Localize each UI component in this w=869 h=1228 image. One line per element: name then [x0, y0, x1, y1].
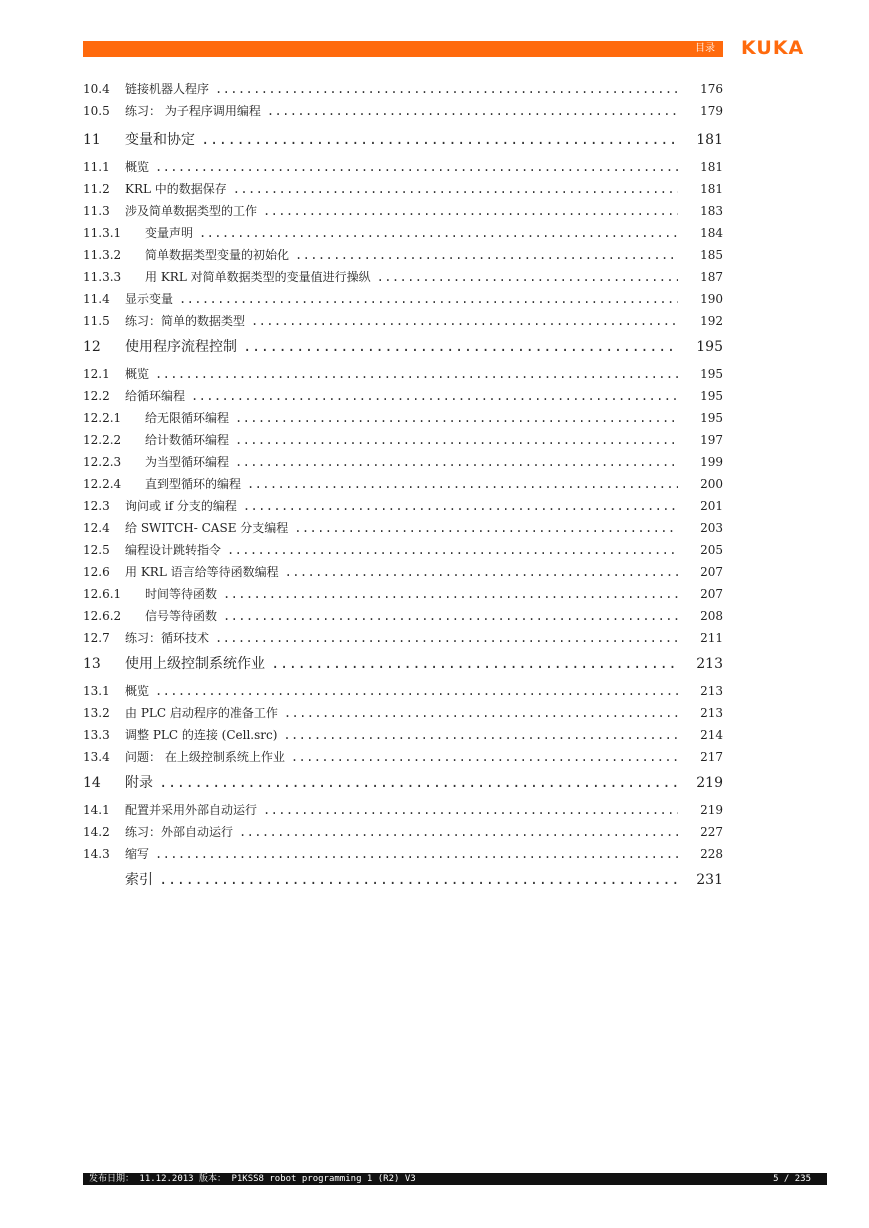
toc-leader-dots — [223, 605, 678, 627]
toc-entry-row[interactable] — [83, 178, 723, 200]
toc-leader-dots — [191, 385, 678, 407]
toc-entry-number: 11.3.2 — [83, 248, 122, 262]
toc-leader-dots — [155, 843, 678, 865]
toc-entry-number: 11.4 — [83, 292, 110, 306]
toc-entry-row[interactable] — [83, 702, 723, 724]
toc-entry-number: 13.3 — [83, 728, 110, 742]
toc-entry-row[interactable] — [83, 495, 723, 517]
toc-entry-page: 219 — [696, 775, 723, 791]
toc-entry-number: 11.3.3 — [83, 270, 122, 284]
toc-entry-title: 给无限循环编程 — [145, 411, 230, 425]
toc-entry-page: 197 — [700, 433, 723, 447]
toc-leader-dots — [284, 702, 678, 724]
toc-entry-row[interactable] — [83, 605, 723, 627]
toc-entry-number: 12.4 — [83, 521, 110, 535]
toc-entry-page: 231 — [696, 872, 723, 888]
toc-entry-title: 由 PLC 启动程序的准备工作 — [125, 706, 278, 720]
toc-entry-row[interactable] — [83, 385, 723, 407]
toc-entry-page: 181 — [700, 182, 723, 196]
toc-entry-page: 187 — [700, 270, 723, 284]
toc-leader-dots — [199, 222, 678, 244]
toc-entry-row[interactable] — [83, 266, 723, 288]
toc-entry-title: 缩写 — [125, 847, 150, 861]
toc-entry-number: 11.1 — [83, 160, 110, 174]
toc-leader-dots — [235, 451, 678, 473]
toc-leader-dots — [179, 288, 678, 310]
kuka-logo: KUKA — [741, 37, 805, 59]
toc-leader-dots — [267, 100, 678, 122]
toc-leader-dots — [295, 244, 678, 266]
toc-entry-title: 时间等待函数 — [145, 587, 218, 601]
toc-entry-page: 200 — [700, 477, 723, 491]
toc-leader-dots — [243, 495, 678, 517]
toc-entry-title: KRL 中的数据保存 — [125, 182, 227, 196]
toc-entry-page: 207 — [700, 565, 723, 579]
toc-entry-title: 问题： 在上级控制系统上作业 — [125, 750, 285, 764]
toc-entry-page: 181 — [700, 160, 723, 174]
toc-entry-number: 12.1 — [83, 367, 110, 381]
toc-entry-number: 11 — [83, 132, 101, 148]
toc-entry-number: 14.1 — [83, 803, 110, 817]
toc-entry-number: 11.2 — [83, 182, 110, 196]
toc-entry-page: 213 — [696, 656, 723, 672]
toc-entry-title: 给计数循环编程 — [145, 433, 230, 447]
toc-entry-number: 10.4 — [83, 82, 110, 96]
footer-release-info: 发布日期： 11.12.2013 版本： P1KSS8 robot programming 1 (R2) V3 — [89, 1174, 416, 1184]
toc-leader-dots — [251, 310, 678, 332]
toc-entry-page: 181 — [696, 132, 723, 148]
toc-entry-row[interactable] — [83, 843, 723, 865]
toc-entry-number: 13 — [83, 656, 101, 672]
toc-entry-number: 11.5 — [83, 314, 110, 328]
toc-entry-page: 207 — [700, 587, 723, 601]
toc-leader-dots — [155, 363, 678, 385]
toc-entry-title: 练习：外部自动运行 — [125, 825, 234, 839]
toc-leader-dots — [294, 517, 678, 539]
table-of-contents — [83, 78, 723, 896]
toc-leader-dots — [283, 724, 678, 746]
toc-entry-row[interactable] — [83, 222, 723, 244]
toc-leader-dots — [271, 649, 678, 680]
toc-entry-number: 14 — [83, 775, 101, 791]
toc-entry-page: 227 — [700, 825, 723, 839]
toc-entry-title: 使用上级控制系统作业 — [125, 656, 265, 672]
toc-leader-dots — [155, 156, 678, 178]
toc-entry-number: 10.5 — [83, 104, 110, 118]
toc-entry-title: 概览 — [125, 160, 150, 174]
toc-entry-title: 显示变量 — [125, 292, 174, 306]
toc-leader-dots — [235, 407, 678, 429]
toc-entry-number: 14.2 — [83, 825, 110, 839]
toc-entry-page: 217 — [700, 750, 723, 764]
toc-leader-dots — [243, 332, 678, 363]
toc-entry-number: 12.7 — [83, 631, 110, 645]
toc-entry-row[interactable] — [83, 429, 723, 451]
toc-entry-page: 203 — [700, 521, 723, 535]
toc-entry-row[interactable] — [83, 78, 723, 100]
footer-bar — [83, 1173, 827, 1185]
toc-leader-dots — [247, 473, 678, 495]
toc-leader-dots — [201, 125, 678, 156]
toc-entry-row[interactable] — [83, 517, 723, 539]
toc-entry-number: 12.2.1 — [83, 411, 122, 425]
toc-entry-number: 12.6 — [83, 565, 110, 579]
toc-chapter-row[interactable] — [83, 649, 723, 680]
toc-chapter-row[interactable] — [83, 125, 723, 156]
toc-entry-row[interactable] — [83, 680, 723, 702]
toc-entry-row[interactable] — [83, 724, 723, 746]
toc-chapter-row[interactable] — [83, 768, 723, 799]
toc-entry-page: 195 — [700, 411, 723, 425]
toc-leader-dots — [285, 561, 678, 583]
toc-entry-number: 13.1 — [83, 684, 110, 698]
toc-entry-number: 12.2.3 — [83, 455, 122, 469]
toc-entry-page: 211 — [700, 631, 723, 645]
toc-leader-dots — [227, 539, 678, 561]
toc-entry-page: 185 — [700, 248, 723, 262]
toc-entry-number: 12.2.4 — [83, 477, 122, 491]
toc-entry-page: 183 — [700, 204, 723, 218]
toc-entry-page: 179 — [700, 104, 723, 118]
toc-leader-dots — [155, 680, 678, 702]
toc-entry-title: 链接机器人程序 — [125, 82, 210, 96]
toc-leader-dots — [235, 429, 678, 451]
toc-entry-row[interactable] — [83, 200, 723, 222]
toc-leader-dots — [263, 200, 678, 222]
footer-page-number: 5 / 235 — [773, 1174, 811, 1184]
toc-entry-page: 228 — [700, 847, 723, 861]
toc-leader-dots — [263, 799, 678, 821]
toc-entry-title: 简单数据类型变量的初始化 — [145, 248, 290, 262]
section-label: 目录 — [695, 43, 715, 54]
toc-leader-dots — [215, 627, 678, 649]
toc-entry-title: 为当型循环编程 — [145, 455, 230, 469]
toc-entry-title: 变量声明 — [145, 226, 194, 240]
toc-entry-row[interactable] — [83, 799, 723, 821]
toc-entry-title: 变量和协定 — [125, 132, 195, 148]
toc-entry-number: 12.3 — [83, 499, 110, 513]
toc-entry-row[interactable] — [83, 473, 723, 495]
toc-entry-page: 208 — [700, 609, 723, 623]
toc-entry-page: 201 — [700, 499, 723, 513]
toc-entry-title: 练习： 为子程序调用编程 — [125, 104, 261, 118]
toc-entry-title: 编程设计跳转指令 — [125, 543, 222, 557]
toc-entry-number: 12.2.2 — [83, 433, 122, 447]
toc-entry-row[interactable] — [83, 561, 723, 583]
toc-entry-page: 184 — [700, 226, 723, 240]
toc-entry-page: 213 — [700, 684, 723, 698]
toc-entry-row[interactable] — [83, 310, 723, 332]
toc-entry-title: 给循环编程 — [125, 389, 186, 403]
toc-entry-page: 219 — [700, 803, 723, 817]
toc-entry-number: 12.2 — [83, 389, 110, 403]
toc-leader-dots — [291, 746, 678, 768]
toc-entry-row[interactable] — [83, 539, 723, 561]
toc-entry-title: 配置并采用外部自动运行 — [125, 803, 258, 817]
toc-entry-title: 涉及简单数据类型的工作 — [125, 204, 258, 218]
toc-entry-title: 练习：简单的数据类型 — [125, 314, 246, 328]
toc-entry-row[interactable] — [83, 746, 723, 768]
toc-entry-title: 用 KRL 语言给等待函数编程 — [125, 565, 279, 579]
toc-entry-row[interactable] — [83, 451, 723, 473]
toc-entry-row[interactable] — [83, 583, 723, 605]
toc-entry-title: 信号等待函数 — [145, 609, 218, 623]
toc-entry-number: 12.5 — [83, 543, 110, 557]
toc-entry-number: 11.3 — [83, 204, 110, 218]
toc-entry-page: 195 — [700, 389, 723, 403]
toc-entry-page: 195 — [700, 367, 723, 381]
toc-entry-title: 概览 — [125, 684, 150, 698]
toc-entry-number: 12.6.2 — [83, 609, 122, 623]
toc-entry-row[interactable] — [83, 407, 723, 429]
toc-entry-number: 11.3.1 — [83, 226, 122, 240]
toc-entry-number: 13.4 — [83, 750, 110, 764]
toc-leader-dots — [159, 768, 678, 799]
toc-entry-row[interactable] — [83, 156, 723, 178]
toc-entry-row[interactable] — [83, 627, 723, 649]
toc-leader-dots — [239, 821, 678, 843]
toc-leader-dots — [233, 178, 678, 200]
toc-entry-row[interactable] — [83, 363, 723, 385]
toc-entry-title: 询问或 if 分支的编程 — [125, 499, 237, 513]
toc-entry-page: 192 — [700, 314, 723, 328]
toc-leader-dots — [215, 78, 678, 100]
toc-leader-dots — [223, 583, 678, 605]
toc-entry-page: 176 — [700, 82, 723, 96]
toc-entry-number: 12.6.1 — [83, 587, 122, 601]
toc-entry-page: 214 — [700, 728, 723, 742]
toc-entry-page: 190 — [700, 292, 723, 306]
toc-entry-page: 199 — [700, 455, 723, 469]
toc-entry-title: 概览 — [125, 367, 150, 381]
toc-entry-title: 给 SWITCH- CASE 分支编程 — [125, 521, 289, 535]
toc-chapter-row[interactable] — [83, 865, 723, 896]
toc-entry-row[interactable] — [83, 244, 723, 266]
toc-entry-page: 205 — [700, 543, 723, 557]
toc-entry-page: 195 — [696, 339, 723, 355]
toc-entry-row[interactable] — [83, 821, 723, 843]
toc-entry-title: 练习：循环技术 — [125, 631, 210, 645]
header-bar — [83, 41, 723, 57]
toc-entry-title: 用 KRL 对简单数据类型的变量值进行操纵 — [145, 270, 371, 284]
toc-entry-page: 213 — [700, 706, 723, 720]
toc-entry-row[interactable] — [83, 288, 723, 310]
toc-entry-title: 直到型循环的编程 — [145, 477, 242, 491]
toc-entry-title: 使用程序流程控制 — [125, 339, 237, 355]
toc-entry-number: 14.3 — [83, 847, 110, 861]
toc-chapter-row[interactable] — [83, 332, 723, 363]
toc-entry-title: 索引 — [125, 872, 153, 888]
toc-entry-number: 13.2 — [83, 706, 110, 720]
toc-leader-dots — [377, 266, 678, 288]
toc-entry-title: 附录 — [125, 775, 153, 791]
toc-leader-dots — [159, 865, 678, 896]
toc-entry-row[interactable] — [83, 100, 723, 122]
toc-entry-number: 12 — [83, 339, 101, 355]
toc-entry-title: 调整 PLC 的连接 (Cell.src) — [125, 728, 278, 742]
